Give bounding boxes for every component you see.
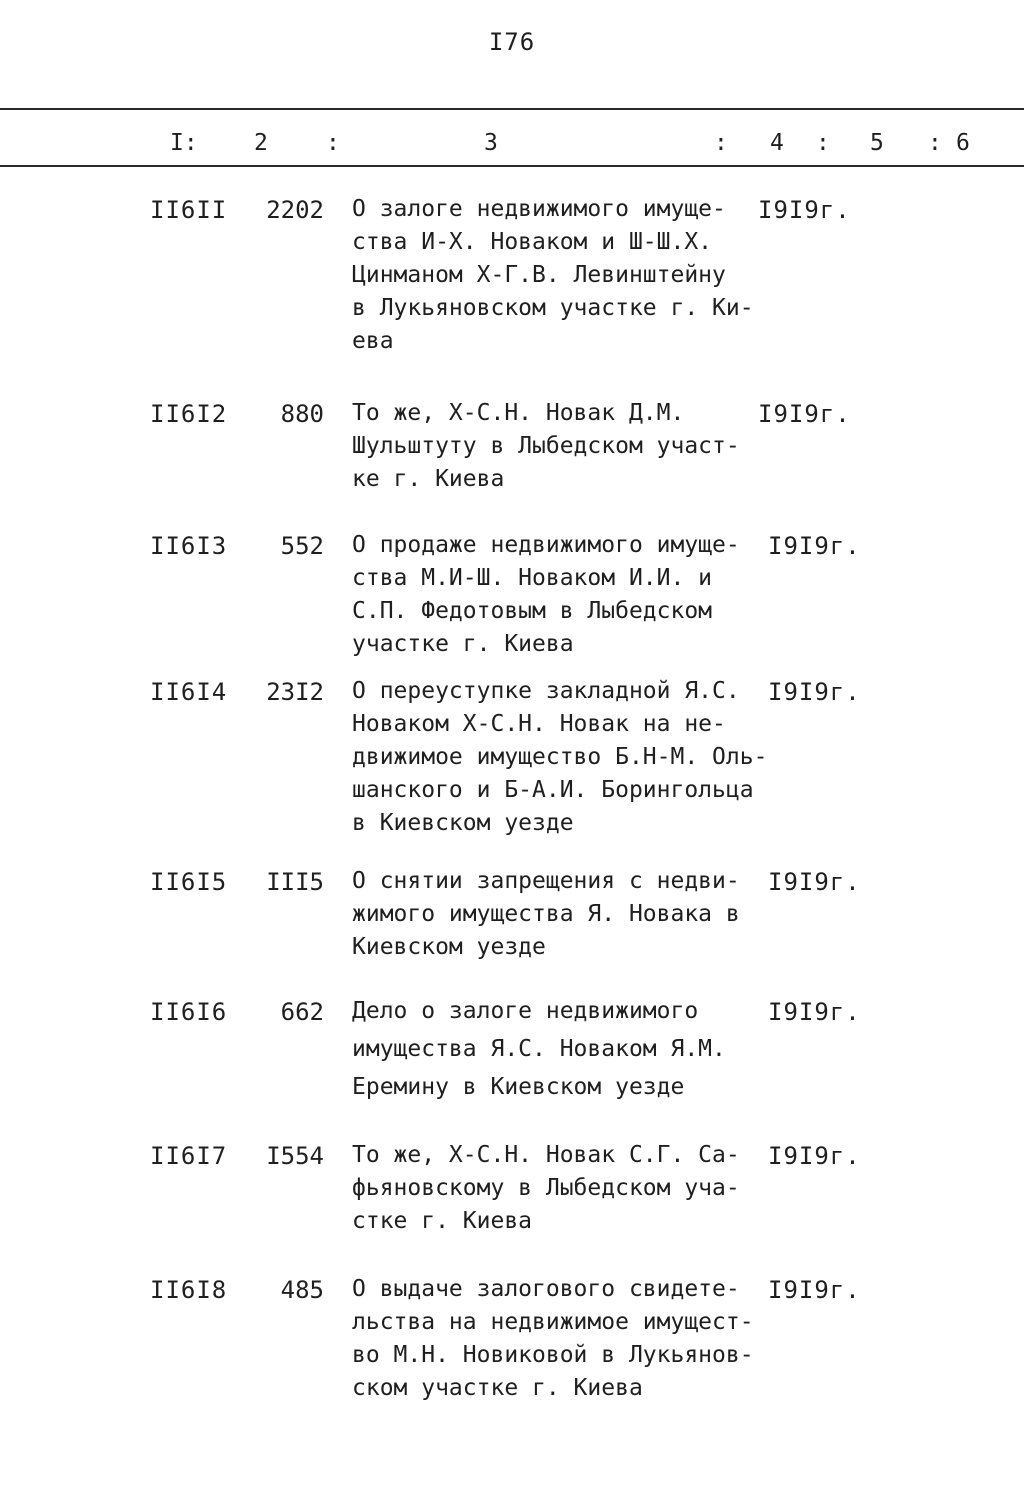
entry-number: II6I4 bbox=[150, 678, 228, 706]
entry-sheet-count: 662 bbox=[280, 998, 324, 1026]
entry-title-line: О залоге недвижимого имуще- bbox=[352, 196, 726, 222]
entry-title bbox=[352, 400, 772, 499]
entry-title-line: Шульштуту в Лыбедском участ- bbox=[352, 433, 740, 459]
col-header-4: 4 bbox=[770, 130, 784, 156]
col-separator: : bbox=[928, 130, 942, 156]
entry-title-line: Новаком Х-С.Н. Новак на не- bbox=[352, 711, 726, 737]
entry-title-line: стке г. Киева bbox=[352, 1208, 533, 1234]
entry-title bbox=[352, 868, 772, 967]
entry-title bbox=[352, 998, 772, 1107]
entry-title-line: То же, Х-С.Н. Новак С.Г. Са- bbox=[352, 1142, 740, 1168]
entry-date: I9I9г. bbox=[758, 400, 851, 428]
entry-date: I9I9г. bbox=[758, 196, 851, 224]
entry-title-line: ке г. Киева bbox=[352, 466, 505, 492]
col-header-6: 6 bbox=[956, 130, 970, 156]
header-rule-top bbox=[0, 108, 1024, 110]
entry-title-line: Цинманом Х-Г.В. Левинштейну bbox=[352, 262, 726, 288]
entry-title bbox=[352, 1276, 772, 1408]
entry-title-line: участке г. Киева bbox=[352, 631, 574, 657]
entry-sheet-count: III5 bbox=[266, 868, 324, 896]
col-separator: : bbox=[714, 130, 728, 156]
entry-date: I9I9г. bbox=[768, 1276, 861, 1304]
entry-sheet-count: 23I2 bbox=[266, 678, 324, 706]
entry-title-line: То же, Х-С.Н. Новак Д.М. bbox=[352, 400, 685, 426]
entry-title-line: Дело о залоге недвижимого bbox=[352, 998, 699, 1024]
col-header-5: 5 bbox=[870, 130, 884, 156]
entry-number: II6I2 bbox=[150, 400, 228, 428]
entry-title-line: движимое имущество Б.Н-М. Оль- bbox=[352, 744, 768, 770]
col-header-3: 3 bbox=[484, 130, 498, 156]
entry-title-line: в Киевском уезде bbox=[352, 810, 574, 836]
entry-title-line: ева bbox=[352, 328, 394, 354]
col-separator: : bbox=[816, 130, 830, 156]
entry-title-line: во М.Н. Новиковой в Лукьянов- bbox=[352, 1342, 754, 1368]
entry-number: II6I7 bbox=[150, 1142, 228, 1170]
entry-number: II6I5 bbox=[150, 868, 228, 896]
entry-date: I9I9г. bbox=[768, 998, 861, 1026]
entry-title-line: О снятии запрещения с недви- bbox=[352, 868, 740, 894]
col-header-2: 2 bbox=[254, 130, 268, 156]
entry-number: II6I3 bbox=[150, 532, 228, 560]
entry-title-line: О продаже недвижимого имуще- bbox=[352, 532, 740, 558]
entry-title-line: жимого имущества Я. Новака в bbox=[352, 901, 740, 927]
entry-title-line: льства на недвижимое имущест- bbox=[352, 1309, 754, 1335]
entry-title-line: О переуступке закладной Я.С. bbox=[352, 678, 740, 704]
entry-title-line: имущества Я.С. Новаком Я.М. bbox=[352, 1036, 726, 1062]
entry-sheet-count: 2202 bbox=[266, 196, 324, 224]
col-header-1: I: bbox=[170, 130, 198, 156]
page-number: I76 bbox=[488, 28, 536, 56]
entry-sheet-count: 485 bbox=[280, 1276, 324, 1304]
entry-title-line: в Лукьяновском участке г. Ки- bbox=[352, 295, 754, 321]
entry-title bbox=[352, 678, 772, 843]
entry-title-line: ства И-Х. Новаком и Ш-Ш.Х. bbox=[352, 229, 713, 255]
entry-title-line: С.П. Федотовым в Лыбедском bbox=[352, 598, 713, 624]
header-rule-bottom bbox=[0, 165, 1024, 167]
entry-sheet-count: I554 bbox=[266, 1142, 324, 1170]
entry-date: I9I9г. bbox=[768, 868, 861, 896]
entry-title-line: Киевском уезде bbox=[352, 934, 546, 960]
entry-number: II6I8 bbox=[150, 1276, 228, 1304]
entry-title bbox=[352, 532, 772, 664]
entry-date: I9I9г. bbox=[768, 678, 861, 706]
entry-title-line: ском участке г. Киева bbox=[352, 1375, 643, 1401]
entry-title-line: шанского и Б-А.И. Борингольца bbox=[352, 777, 754, 803]
entry-title-line: О выдаче залогового свидете- bbox=[352, 1276, 740, 1302]
entry-title-line: Еремину в Киевском уезде bbox=[352, 1074, 685, 1100]
entry-title bbox=[352, 1142, 772, 1241]
col-separator: : bbox=[326, 130, 340, 156]
entry-date: I9I9г. bbox=[768, 1142, 861, 1170]
entry-title-line: фьяновскому в Лыбедском уча- bbox=[352, 1175, 740, 1201]
entry-sheet-count: 552 bbox=[280, 532, 324, 560]
entry-number: II6II bbox=[150, 196, 228, 224]
entry-title bbox=[352, 196, 772, 361]
entry-date: I9I9г. bbox=[768, 532, 861, 560]
entry-number: II6I6 bbox=[150, 998, 228, 1026]
entry-title-line: ства М.И-Ш. Новаком И.И. и bbox=[352, 565, 713, 591]
entry-sheet-count: 880 bbox=[280, 400, 324, 428]
